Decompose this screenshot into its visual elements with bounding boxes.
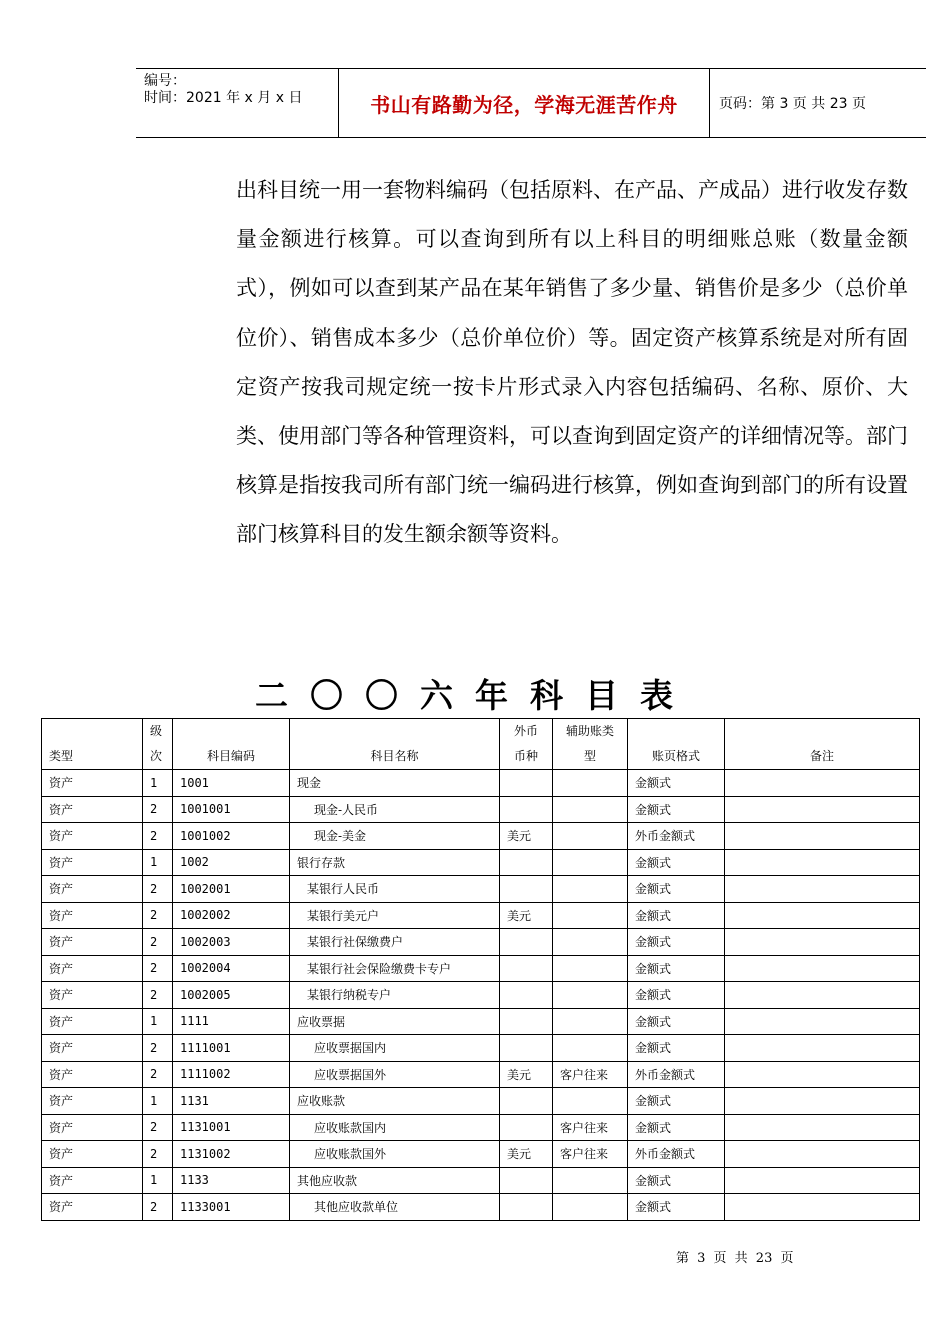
cell-type: 资产 xyxy=(42,955,143,982)
cell-currency: 美元 xyxy=(500,1061,553,1088)
cell-type: 资产 xyxy=(42,796,143,823)
cell-aux xyxy=(553,902,628,929)
cell-type: 资产 xyxy=(42,929,143,956)
cell-code: 1002003 xyxy=(173,929,290,956)
cell-type: 资产 xyxy=(42,770,143,797)
cell-level: 2 xyxy=(143,955,173,982)
cell-level: 2 xyxy=(143,929,173,956)
cell-format: 金额式 xyxy=(628,849,725,876)
cell-name: 某银行美元户 xyxy=(290,902,500,929)
cell-code: 1133 xyxy=(173,1167,290,1194)
cell-currency xyxy=(500,1114,553,1141)
cell-remark xyxy=(725,1141,920,1168)
cell-name: 某银行人民币 xyxy=(290,876,500,903)
cell-format: 金额式 xyxy=(628,982,725,1009)
cell-currency: 美元 xyxy=(500,823,553,850)
cell-name: 现金 xyxy=(290,770,500,797)
col-header-type: 类型 xyxy=(42,719,143,770)
cell-currency xyxy=(500,1194,553,1221)
cell-currency xyxy=(500,796,553,823)
cell-aux: 客户往来 xyxy=(553,1114,628,1141)
cell-level: 1 xyxy=(143,1167,173,1194)
cell-name: 现金-人民币 xyxy=(290,796,500,823)
cell-type: 资产 xyxy=(42,1141,143,1168)
cell-code: 1111001 xyxy=(173,1035,290,1062)
cell-code: 1131001 xyxy=(173,1114,290,1141)
body-paragraph xyxy=(236,166,908,560)
col-header-format: 账页格式 xyxy=(628,719,725,770)
col-header-currency: 外币 币种 xyxy=(500,719,553,770)
cell-aux xyxy=(553,1035,628,1062)
cell-name: 应收票据 xyxy=(290,1008,500,1035)
cell-format: 金额式 xyxy=(628,955,725,982)
cell-format: 金额式 xyxy=(628,1114,725,1141)
table-row xyxy=(42,1035,920,1062)
table-row xyxy=(42,929,920,956)
cell-currency xyxy=(500,1167,553,1194)
cell-format: 金额式 xyxy=(628,1167,725,1194)
header-motto: 书山有路勤为径，学海无涯苦作舟 xyxy=(370,92,678,117)
cell-type: 资产 xyxy=(42,1114,143,1141)
cell-remark xyxy=(725,770,920,797)
cell-name: 银行存款 xyxy=(290,849,500,876)
page-footer: 第 3 页 共 23 页 xyxy=(676,1251,794,1266)
cell-aux xyxy=(553,1088,628,1115)
col-header-level: 级 次 xyxy=(143,719,173,770)
cell-name: 应收票据国外 xyxy=(290,1061,500,1088)
cell-code: 1002005 xyxy=(173,982,290,1009)
cell-type: 资产 xyxy=(42,1035,143,1062)
cell-aux: 客户往来 xyxy=(553,1141,628,1168)
col-header-aux: 辅助账类 型 xyxy=(553,719,628,770)
table-row xyxy=(42,1114,920,1141)
cell-code: 1001002 xyxy=(173,823,290,850)
cell-name: 某银行纳税专户 xyxy=(290,982,500,1009)
col-header-name: 科目名称 xyxy=(290,719,500,770)
cell-aux xyxy=(553,929,628,956)
cell-level: 2 xyxy=(143,982,173,1009)
cell-level: 2 xyxy=(143,796,173,823)
cell-code: 1001001 xyxy=(173,796,290,823)
cell-type: 资产 xyxy=(42,849,143,876)
cell-aux xyxy=(553,823,628,850)
cell-name: 某银行社保缴费户 xyxy=(290,929,500,956)
cell-format: 金额式 xyxy=(628,1088,725,1115)
cell-code: 1131002 xyxy=(173,1141,290,1168)
cell-level: 2 xyxy=(143,823,173,850)
table-row xyxy=(42,1141,920,1168)
cell-aux xyxy=(553,876,628,903)
cell-level: 1 xyxy=(143,770,173,797)
cell-remark xyxy=(725,1167,920,1194)
cell-remark xyxy=(725,1194,920,1221)
table-row xyxy=(42,796,920,823)
cell-aux xyxy=(553,1008,628,1035)
cell-type: 资产 xyxy=(42,1167,143,1194)
header-page-info: 页码：第 3 页 共 23 页 xyxy=(719,96,866,112)
table-row xyxy=(42,849,920,876)
body-text: 出科目统一用一套物料编码（包括原料、在产品、产成品）进行收发存数量金额进行核算。可以查询到所有以上科目的明细账总账（数量金额式），例如可以查到某产品在某年销售了多少量、销售价是多少（总价单位价）、销售成本多少（总价单位价）等。固定资产核算系统是对所有固定资产按我司规定统一按卡片形式录入内容包括编码、名称、原价、大类、使用部门等各种管理资料，可以查询到固定资产的详细情况等。部门核算是指按我司所有部门统一编码进行核算，例如查询到部门的所有设置部门核算科目的发生额余额等资料。 xyxy=(236,178,908,547)
table-row xyxy=(42,982,920,1009)
table-row xyxy=(42,1167,920,1194)
cell-currency xyxy=(500,955,553,982)
cell-level: 1 xyxy=(143,849,173,876)
cell-type: 资产 xyxy=(42,982,143,1009)
table-row xyxy=(42,1194,920,1221)
cell-name: 现金-美金 xyxy=(290,823,500,850)
cell-name: 应收票据国内 xyxy=(290,1035,500,1062)
cell-type: 资产 xyxy=(42,876,143,903)
cell-aux: 客户往来 xyxy=(553,1061,628,1088)
cell-currency xyxy=(500,929,553,956)
cell-format: 外币金额式 xyxy=(628,823,725,850)
table-row xyxy=(42,876,920,903)
cell-code: 1111 xyxy=(173,1008,290,1035)
cell-remark xyxy=(725,849,920,876)
cell-type: 资产 xyxy=(42,823,143,850)
cell-name: 应收账款国内 xyxy=(290,1114,500,1141)
cell-format: 金额式 xyxy=(628,929,725,956)
cell-level: 2 xyxy=(143,902,173,929)
cell-format: 金额式 xyxy=(628,902,725,929)
cell-name: 某银行社会保险缴费卡专户 xyxy=(290,955,500,982)
cell-name: 应收账款国外 xyxy=(290,1141,500,1168)
cell-aux xyxy=(553,849,628,876)
cell-level: 2 xyxy=(143,1035,173,1062)
cell-remark xyxy=(725,929,920,956)
cell-remark xyxy=(725,1061,920,1088)
cell-type: 资产 xyxy=(42,1061,143,1088)
cell-format: 金额式 xyxy=(628,796,725,823)
header-divider xyxy=(709,69,710,137)
cell-remark xyxy=(725,1114,920,1141)
table-row xyxy=(42,1061,920,1088)
cell-format: 金额式 xyxy=(628,1035,725,1062)
cell-code: 1111002 xyxy=(173,1061,290,1088)
header-left xyxy=(144,73,339,107)
table-row xyxy=(42,902,920,929)
cell-code: 1002002 xyxy=(173,902,290,929)
cell-level: 2 xyxy=(143,876,173,903)
cell-remark xyxy=(725,1088,920,1115)
cell-code: 1133001 xyxy=(173,1194,290,1221)
cell-name: 应收账款 xyxy=(290,1088,500,1115)
cell-remark xyxy=(725,1008,920,1035)
cell-code: 1002001 xyxy=(173,876,290,903)
cell-currency xyxy=(500,1088,553,1115)
cell-aux xyxy=(553,1167,628,1194)
cell-type: 资产 xyxy=(42,1194,143,1221)
cell-currency xyxy=(500,876,553,903)
cell-currency xyxy=(500,1008,553,1035)
col-header-code: 科目编码 xyxy=(173,719,290,770)
cell-aux xyxy=(553,1194,628,1221)
cell-name: 其他应收款 xyxy=(290,1167,500,1194)
cell-aux xyxy=(553,955,628,982)
cell-level: 2 xyxy=(143,1114,173,1141)
cell-currency xyxy=(500,982,553,1009)
cell-format: 外币金额式 xyxy=(628,1061,725,1088)
cell-type: 资产 xyxy=(42,1008,143,1035)
cell-format: 金额式 xyxy=(628,876,725,903)
cell-currency: 美元 xyxy=(500,902,553,929)
table-row xyxy=(42,1088,920,1115)
cell-remark xyxy=(725,823,920,850)
table-row xyxy=(42,770,920,797)
cell-remark xyxy=(725,876,920,903)
cell-remark xyxy=(725,902,920,929)
cell-level: 2 xyxy=(143,1061,173,1088)
cell-code: 1131 xyxy=(173,1088,290,1115)
cell-name: 其他应收款单位 xyxy=(290,1194,500,1221)
cell-code: 1002004 xyxy=(173,955,290,982)
cell-remark xyxy=(725,1035,920,1062)
cell-level: 2 xyxy=(143,1141,173,1168)
cell-remark xyxy=(725,796,920,823)
table-row xyxy=(42,955,920,982)
cell-format: 金额式 xyxy=(628,1194,725,1221)
cell-format: 外币金额式 xyxy=(628,1141,725,1168)
cell-aux xyxy=(553,982,628,1009)
cell-type: 资产 xyxy=(42,1088,143,1115)
cell-currency xyxy=(500,1035,553,1062)
cell-code: 1002 xyxy=(173,849,290,876)
col-header-remark: 备注 xyxy=(725,719,920,770)
cell-level: 1 xyxy=(143,1008,173,1035)
table-title: 二〇〇六年科目表 xyxy=(255,676,695,715)
cell-currency xyxy=(500,770,553,797)
table-row xyxy=(42,823,920,850)
cell-format: 金额式 xyxy=(628,1008,725,1035)
time-label: 时间：2021 年 x 月 x 日 xyxy=(144,90,303,106)
cell-aux xyxy=(553,796,628,823)
account-table xyxy=(41,718,920,1221)
cell-remark xyxy=(725,955,920,982)
page-header xyxy=(136,68,926,138)
cell-type: 资产 xyxy=(42,902,143,929)
cell-currency: 美元 xyxy=(500,1141,553,1168)
cell-currency xyxy=(500,849,553,876)
cell-aux xyxy=(553,770,628,797)
table-row xyxy=(42,1008,920,1035)
cell-remark xyxy=(725,982,920,1009)
cell-level: 2 xyxy=(143,1194,173,1221)
number-label: 编号： xyxy=(144,73,186,89)
cell-level: 1 xyxy=(143,1088,173,1115)
cell-code: 1001 xyxy=(173,770,290,797)
table-header-row xyxy=(42,719,920,770)
cell-format: 金额式 xyxy=(628,770,725,797)
